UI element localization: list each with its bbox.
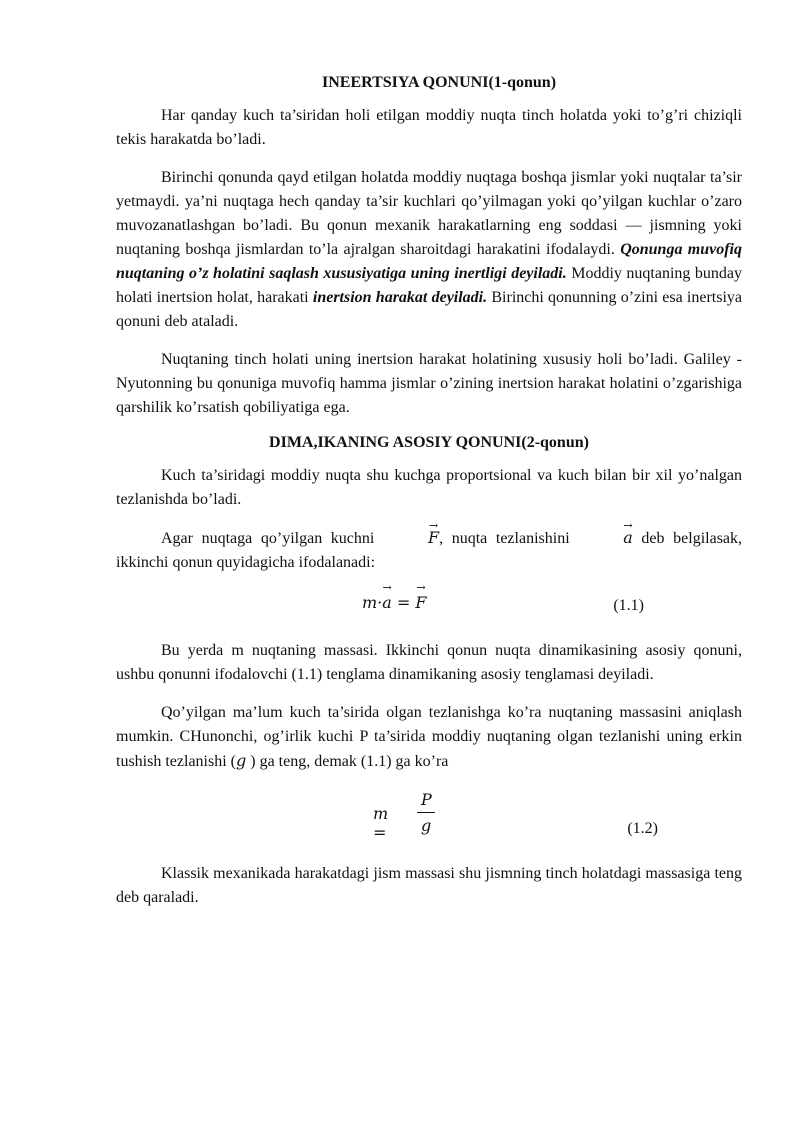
paragraph-first-law-definition: Har qanday kuch ta’siridan holi etilgan moddiy nuqta tinch holatda yoki to’g’ri chiziqli tekis harakatda bo’ladi. (116, 107, 742, 148)
paragraph-notation (116, 526, 742, 575)
paragraph-classical-mechanics: Klassik mexanikada harakatdagi jism massasi shu jismning tinch holatdagi massasiga teng deb qaraladi. (116, 865, 742, 906)
paragraph-first-law-explanation (116, 166, 742, 334)
fraction-denominator: g (421, 816, 432, 835)
emphasis-inertia-definition: Qonunga muvofiq nuqtaning o’z holatini saqlash xususiyatiga uning inertligi deyiladi. (116, 241, 742, 282)
section-heading-first-law: INEERTSIYA QONUNI(1-qonun) (321, 74, 557, 91)
emphasis-inertial-motion: inertsion harakat deyiladi. (312, 289, 488, 306)
equation-1-2 (116, 788, 742, 848)
text-run: deb belgilasak, ikkinchi qonun quyidagicha ifodalanadi: (116, 530, 743, 571)
paragraph-galilei-newton: Nuqtaning tinch holati uning inertsion harakat holatining xususiy holi bo’ladi. Galiley - Nyutonning bu qonuniga muvofiq hamma jismlar o’zining inertsion harakat holatini o’zgarishiga qarshilik ko’rsatish qobiliyatiga ega. (116, 351, 742, 416)
text-run: Birinchi qonunda qayd etilgan holatda moddiy nuqtaga boshqa jismlar yoki nuqtalar ta’sir yetmaydi. ya’ni nuqtaga hech qanday ta’sir kuchlari qo’yilmagan yoki qo’yilgan kuchlar o’zaro muvozanatlashgan bo’ladi. Bu qonun mexanik harakatlarning eng soddasi — jismning yoki nuqtaning boshqa jismlardan to’la ajralgan sharoitdagi harakatini ifodalaydi. (116, 169, 742, 258)
equals-sign: = (391, 593, 416, 612)
paragraph-mass-determination (116, 701, 742, 774)
text-run: Qo’yilgan ma’lum kuch ta’sirida olgan tezlanishga ko’ra nuqtaning massasini aniqlash mumkin. CHunonchi, og’irlik kuchi P ta’sirida moddiy nuqtaning olgan tezlanishi uning erkin tushish tezlanishi ( (116, 704, 742, 770)
acceleration-vector-symbol: → a (578, 526, 633, 550)
equation-lhs: m = (373, 804, 389, 842)
equation-1-1 (116, 589, 742, 629)
force-vector-symbol: → F (383, 526, 439, 550)
acceleration-vector: → a (382, 593, 392, 612)
gravity-acceleration-symbol: g (235, 751, 247, 770)
text-run: Birinchi qonunning o’zini esa inertsiya qonuni deb ataladi. (116, 289, 743, 330)
document-body (116, 74, 742, 924)
equation-number: (1.1) (613, 597, 644, 614)
paragraph-second-law-definition: Kuch ta’siridagi moddiy nuqta shu kuchga proportsional va kuch bilan bir xil yo’nalgan tezlanishda bo’ladi. (116, 467, 742, 508)
force-vector: → F (415, 593, 426, 612)
paragraph-main-equation: Bu yerda m nuqtaning massasi. Ikkinchi qonun nuqta dinamikasining asosiy qonuni, ushbu qonunni ifodalovchi (1.1) tenglama dinamikaning asosiy tenglamasi deyiladi. (116, 642, 742, 683)
equation-number: (1.2) (627, 820, 658, 837)
text-run: ) ga teng, demak (1.1) ga ko’ra (246, 753, 449, 770)
mass-symbol: m (362, 593, 378, 612)
equation-expression (362, 593, 427, 612)
fraction-numerator: P (421, 790, 432, 809)
text-run: Agar nuqtaga qo’yilgan kuchni (161, 530, 383, 547)
section-heading-second-law: DIMA,IKANING ASOSIY QONUNI(2-qonun) (269, 434, 589, 451)
text-run: Moddiy nuqtaning bunday holati inertsion holat, harakati (116, 265, 742, 306)
fraction-bar (417, 812, 435, 813)
text-run: , nuqta tezlanishini (439, 530, 579, 547)
dot-operator: · (377, 593, 383, 612)
